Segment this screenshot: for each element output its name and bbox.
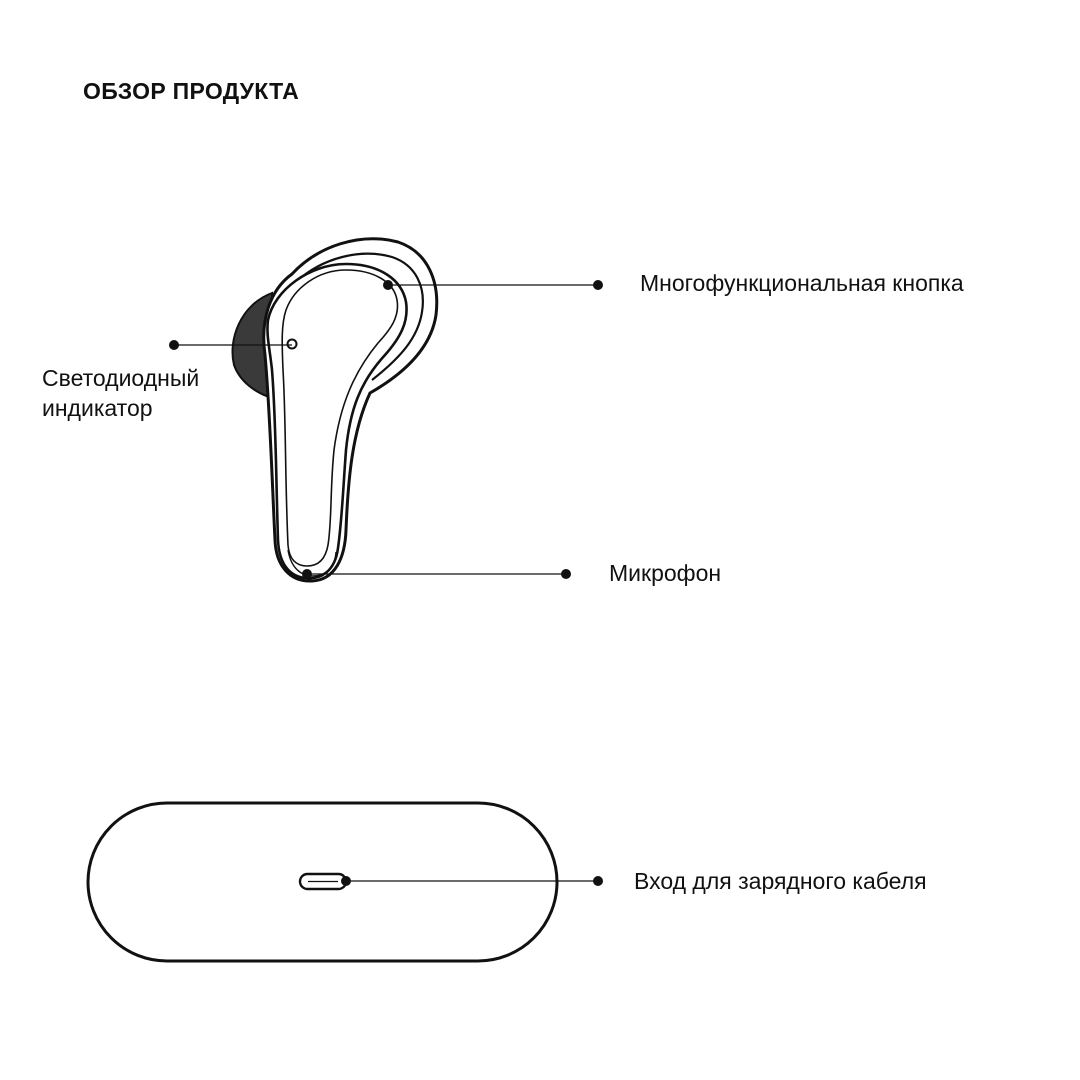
label-led-indicator-line2: индикатор xyxy=(42,395,153,421)
callout-microphone xyxy=(302,569,571,579)
earbud-front-panel xyxy=(267,264,406,578)
charging-case xyxy=(88,803,557,961)
earbud-illustration xyxy=(233,239,437,581)
label-multifunction-button: Многофункциональная кнопка xyxy=(640,270,964,296)
label-charging-port: Вход для зарядного кабеля xyxy=(634,868,927,894)
label-led-indicator xyxy=(42,363,199,423)
page-title: ОБЗОР ПРОДУКТА xyxy=(83,78,299,104)
led-indicator-dot xyxy=(288,340,297,349)
label-led-indicator-line1: Светодиодный xyxy=(42,365,200,391)
label-microphone: Микрофон xyxy=(609,560,722,586)
